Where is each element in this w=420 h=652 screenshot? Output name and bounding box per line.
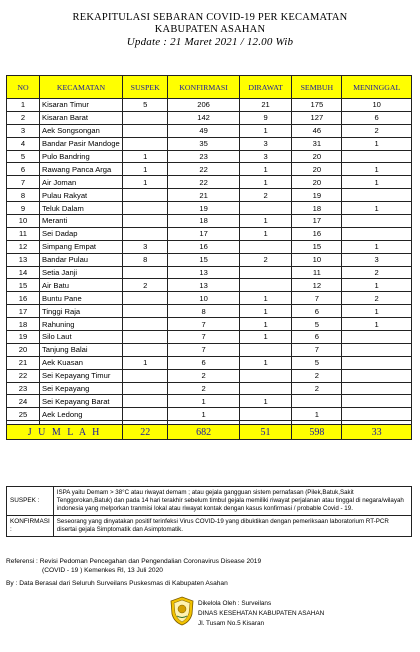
cell-konfirmasi: 6	[168, 356, 239, 369]
cell-dirawat: 1	[239, 356, 292, 369]
cell-sembuh: 31	[292, 137, 342, 150]
cell-no: 15	[7, 279, 40, 292]
title-line-1: REKAPITULASI SEBARAN COVID-19 PER KECAMATAN	[72, 12, 348, 23]
table-row	[7, 99, 412, 112]
cell-kec: Simpang Empat	[40, 240, 123, 253]
cell-sembuh	[292, 395, 342, 408]
cell-suspek	[123, 343, 168, 356]
total-dirawat: 51	[239, 425, 292, 440]
cell-no: 14	[7, 266, 40, 279]
table-row	[7, 176, 412, 189]
report-page	[0, 12, 420, 652]
cell-sembuh: 12	[292, 279, 342, 292]
cell-meninggal: 2	[342, 124, 412, 137]
cell-suspek	[123, 137, 168, 150]
cell-dirawat	[239, 279, 292, 292]
cell-kec: Bandar Pulau	[40, 253, 123, 266]
cell-konfirmasi: 13	[168, 266, 239, 279]
cell-meninggal: 6	[342, 111, 412, 124]
cell-konfirmasi: 23	[168, 150, 239, 163]
cell-no: 2	[7, 111, 40, 124]
suspek-def-text: ISPA yaitu Demam > 38°C atau riwayat demam ; atau gejala gangguan sistem pernafasan (Pilek,Batuk,Sakit Tenggorokan,Batuk) dan pada 14 hari terakhir sebelum timbul gejala memiliki riwayat perjalanan atau tinggal di negara/wilayah indonesia yang melporkan tranmisi lokal atau riwayat kontak dengan kasus konfirmasi / probable Covid - 19.	[53, 487, 411, 516]
cell-konfirmasi: 7	[168, 331, 239, 344]
col-header-kecamatan: KECAMATAN	[40, 76, 123, 99]
cell-suspek	[123, 408, 168, 421]
cell-suspek: 1	[123, 150, 168, 163]
total-konfirmasi: 682	[168, 425, 239, 440]
cell-no: 23	[7, 382, 40, 395]
col-header-meninggal: MENINGGAL	[342, 76, 412, 99]
cell-konfirmasi: 206	[168, 99, 239, 112]
cell-suspek: 1	[123, 176, 168, 189]
cell-suspek	[123, 227, 168, 240]
cell-no: 12	[7, 240, 40, 253]
data-source-note: By : Data Berasal dari Seluruh Surveilans Puskesmas di Kabupaten Asahan	[6, 580, 228, 587]
table-row	[7, 111, 412, 124]
cell-no: 16	[7, 292, 40, 305]
definition-row	[7, 487, 412, 516]
table-header-row	[7, 76, 412, 99]
cell-kec: Rawang Panca Arga	[40, 163, 123, 176]
cell-konfirmasi: 15	[168, 253, 239, 266]
cell-no: 13	[7, 253, 40, 266]
cell-sembuh: 2	[292, 369, 342, 382]
cell-meninggal: 2	[342, 292, 412, 305]
cell-kec: Buntu Pane	[40, 292, 123, 305]
cell-suspek: 1	[123, 163, 168, 176]
cell-dirawat: 1	[239, 305, 292, 318]
cell-konfirmasi: 2	[168, 382, 239, 395]
total-sembuh: 598	[292, 425, 342, 440]
cell-meninggal	[342, 382, 412, 395]
cell-sembuh: 1	[292, 408, 342, 421]
cell-kec: Bandar Pasir Mandoge	[40, 137, 123, 150]
table-row	[7, 227, 412, 240]
recap-table	[6, 75, 412, 440]
cell-no: 10	[7, 215, 40, 228]
table-row	[7, 137, 412, 150]
cell-meninggal	[342, 356, 412, 369]
cell-dirawat: 21	[239, 99, 292, 112]
cell-suspek: 5	[123, 99, 168, 112]
cell-meninggal	[342, 343, 412, 356]
cell-kec: Kisaran Timur	[40, 99, 123, 112]
cell-sembuh: 19	[292, 189, 342, 202]
cell-meninggal: 1	[342, 202, 412, 215]
definition-row	[7, 516, 412, 537]
cell-meninggal	[342, 369, 412, 382]
table-row	[7, 150, 412, 163]
reference-line-2: (COVID - 19 ) Kemenkes RI, 13 Juli 2020	[42, 567, 163, 574]
total-row	[7, 425, 412, 440]
total-label: J U M L A H	[7, 425, 123, 440]
cell-sembuh: 20	[292, 176, 342, 189]
table-row	[7, 163, 412, 176]
cell-dirawat: 1	[239, 227, 292, 240]
table-row	[7, 356, 412, 369]
cell-kec: Pulo Bandring	[40, 150, 123, 163]
cell-dirawat	[239, 369, 292, 382]
cell-dirawat: 1	[239, 331, 292, 344]
total-suspek: 22	[123, 425, 168, 440]
cell-meninggal: 1	[342, 137, 412, 150]
cell-sembuh: 16	[292, 227, 342, 240]
cell-meninggal	[342, 189, 412, 202]
col-header-dirawat: DIRAWAT	[239, 76, 292, 99]
cell-kec: Sei Kepayang Barat	[40, 395, 123, 408]
cell-suspek: 2	[123, 279, 168, 292]
table-row	[7, 292, 412, 305]
cell-no: 17	[7, 305, 40, 318]
cell-meninggal: 2	[342, 266, 412, 279]
cell-suspek	[123, 331, 168, 344]
cell-konfirmasi: 17	[168, 227, 239, 240]
cell-meninggal: 1	[342, 163, 412, 176]
cell-konfirmasi: 19	[168, 202, 239, 215]
cell-sembuh: 6	[292, 305, 342, 318]
cell-no: 24	[7, 395, 40, 408]
cell-meninggal: 1	[342, 279, 412, 292]
cell-meninggal	[342, 395, 412, 408]
cell-dirawat	[239, 266, 292, 279]
cell-dirawat: 1	[239, 318, 292, 331]
table-row	[7, 253, 412, 266]
cell-no: 21	[7, 356, 40, 369]
table-row	[7, 331, 412, 344]
cell-konfirmasi: 7	[168, 343, 239, 356]
cell-konfirmasi: 22	[168, 163, 239, 176]
cell-konfirmasi: 13	[168, 279, 239, 292]
cell-dirawat	[239, 240, 292, 253]
cell-suspek: 8	[123, 253, 168, 266]
cell-kec: Silo Laut	[40, 331, 123, 344]
table-row	[7, 279, 412, 292]
cell-suspek	[123, 266, 168, 279]
cell-sembuh: 175	[292, 99, 342, 112]
cell-dirawat	[239, 202, 292, 215]
cell-meninggal: 1	[342, 176, 412, 189]
cell-suspek	[123, 395, 168, 408]
cell-dirawat: 3	[239, 150, 292, 163]
managed-line-2: DINAS KESEHATAN KABUPATEN ASAHAN	[198, 610, 325, 617]
cell-no: 5	[7, 150, 40, 163]
cell-dirawat: 1	[239, 124, 292, 137]
cell-sembuh: 10	[292, 253, 342, 266]
cell-meninggal: 1	[342, 305, 412, 318]
cell-suspek	[123, 124, 168, 137]
cell-no: 6	[7, 163, 40, 176]
cell-meninggal: 10	[342, 99, 412, 112]
cell-kec: Aek Songsongan	[40, 124, 123, 137]
cell-sembuh: 18	[292, 202, 342, 215]
cell-konfirmasi: 8	[168, 305, 239, 318]
cell-sembuh: 11	[292, 266, 342, 279]
cell-kec: Sei Kepayang Timur	[40, 369, 123, 382]
cell-kec: Aek Kuasan	[40, 356, 123, 369]
table-row	[7, 369, 412, 382]
cell-suspek	[123, 202, 168, 215]
table-row	[7, 189, 412, 202]
cell-suspek: 3	[123, 240, 168, 253]
cell-no: 25	[7, 408, 40, 421]
cell-konfirmasi: 7	[168, 318, 239, 331]
col-header-konfirmasi: KONFIRMASI	[168, 76, 239, 99]
cell-dirawat: 1	[239, 292, 292, 305]
table-row	[7, 382, 412, 395]
cell-meninggal	[342, 408, 412, 421]
report-title	[0, 12, 420, 48]
cell-konfirmasi: 22	[168, 176, 239, 189]
cell-dirawat: 3	[239, 137, 292, 150]
cell-suspek	[123, 111, 168, 124]
cell-no: 8	[7, 189, 40, 202]
table-row	[7, 343, 412, 356]
cell-kec: Aek Ledong	[40, 408, 123, 421]
cell-no: 19	[7, 331, 40, 344]
cell-kec: Kisaran Barat	[40, 111, 123, 124]
cell-konfirmasi: 21	[168, 189, 239, 202]
cell-no: 18	[7, 318, 40, 331]
cell-suspek	[123, 318, 168, 331]
update-timestamp: Update : 21 Maret 2021 / 12.00 Wib	[126, 36, 294, 48]
cell-suspek	[123, 189, 168, 202]
cell-sembuh: 20	[292, 163, 342, 176]
cell-no: 22	[7, 369, 40, 382]
cell-dirawat	[239, 343, 292, 356]
total-meninggal: 33	[342, 425, 412, 440]
title-line-2: KABUPATEN ASAHAN	[154, 24, 266, 35]
cell-meninggal	[342, 215, 412, 228]
table-row	[7, 202, 412, 215]
cell-no: 3	[7, 124, 40, 137]
definitions-table	[6, 486, 412, 537]
cell-konfirmasi: 16	[168, 240, 239, 253]
table-row	[7, 215, 412, 228]
table-row	[7, 240, 412, 253]
managed-line-3: Jl. Tusam No.5 Kisaran	[198, 620, 265, 627]
cell-kec: Tanjung Balai	[40, 343, 123, 356]
cell-kec: Tinggi Raja	[40, 305, 123, 318]
cell-konfirmasi: 10	[168, 292, 239, 305]
cell-kec: Rahuning	[40, 318, 123, 331]
table-row	[7, 408, 412, 421]
col-header-no: NO	[7, 76, 40, 99]
cell-konfirmasi: 1	[168, 395, 239, 408]
cell-dirawat: 1	[239, 176, 292, 189]
asahan-emblem-icon	[170, 596, 194, 626]
suspek-def-label: SUSPEK :	[7, 487, 54, 516]
cell-suspek	[123, 215, 168, 228]
cell-sembuh: 7	[292, 292, 342, 305]
cell-kec: Teluk Dalam	[40, 202, 123, 215]
cell-sembuh: 20	[292, 150, 342, 163]
reference-note	[6, 557, 261, 575]
cell-kec: Setia Janji	[40, 266, 123, 279]
cell-no: 9	[7, 202, 40, 215]
cell-kec: Sei Dadap	[40, 227, 123, 240]
cell-meninggal	[342, 150, 412, 163]
table-row	[7, 124, 412, 137]
cell-no: 20	[7, 343, 40, 356]
cell-sembuh: 46	[292, 124, 342, 137]
konfirmasi-def-text: Seseorang yang dinyatakan positif terinfeksi Virus COVID-19 yang dibuktikan dengan pemeriksaan laboratorium RT-PCR disertai gejala Simptomatik dan Asimptomatik.	[53, 516, 411, 537]
cell-meninggal: 1	[342, 240, 412, 253]
cell-no: 11	[7, 227, 40, 240]
cell-konfirmasi: 1	[168, 408, 239, 421]
cell-sembuh: 15	[292, 240, 342, 253]
cell-dirawat	[239, 382, 292, 395]
cell-sembuh: 5	[292, 356, 342, 369]
col-header-suspek: SUSPEK	[123, 76, 168, 99]
cell-sembuh: 5	[292, 318, 342, 331]
cell-sembuh: 17	[292, 215, 342, 228]
cell-konfirmasi: 142	[168, 111, 239, 124]
cell-konfirmasi: 35	[168, 137, 239, 150]
cell-sembuh: 7	[292, 343, 342, 356]
reference-line-1: Referensi : Revisi Pedoman Pencegahan dan Pengendalian Coronavirus Disease 2019	[6, 558, 262, 565]
cell-sembuh: 127	[292, 111, 342, 124]
cell-no: 7	[7, 176, 40, 189]
cell-suspek	[123, 382, 168, 395]
col-header-sembuh: SEMBUH	[292, 76, 342, 99]
cell-dirawat: 2	[239, 189, 292, 202]
cell-no: 1	[7, 99, 40, 112]
cell-dirawat	[239, 408, 292, 421]
cell-kec: Air Joman	[40, 176, 123, 189]
cell-dirawat: 1	[239, 163, 292, 176]
cell-dirawat: 1	[239, 215, 292, 228]
cell-konfirmasi: 49	[168, 124, 239, 137]
cell-suspek	[123, 305, 168, 318]
cell-meninggal	[342, 331, 412, 344]
cell-kec: Pulau Rakyat	[40, 189, 123, 202]
cell-dirawat: 9	[239, 111, 292, 124]
cell-no: 4	[7, 137, 40, 150]
cell-suspek	[123, 292, 168, 305]
table-body	[7, 99, 412, 425]
konfirmasi-def-label: KONFIRMASI :	[7, 516, 54, 537]
cell-suspek	[123, 369, 168, 382]
cell-kec: Meranti	[40, 215, 123, 228]
table-row	[7, 266, 412, 279]
cell-konfirmasi: 18	[168, 215, 239, 228]
cell-konfirmasi: 2	[168, 369, 239, 382]
cell-sembuh: 6	[292, 331, 342, 344]
managed-by-block	[198, 599, 324, 629]
cell-kec: Air Batu	[40, 279, 123, 292]
cell-sembuh: 2	[292, 382, 342, 395]
cell-dirawat: 2	[239, 253, 292, 266]
cell-meninggal	[342, 227, 412, 240]
cell-kec: Sei Kepayang	[40, 382, 123, 395]
table-row	[7, 395, 412, 408]
cell-suspek: 1	[123, 356, 168, 369]
managed-line-1: Dikelola Oleh : Surveilans	[198, 600, 272, 607]
cell-meninggal: 1	[342, 318, 412, 331]
cell-dirawat: 1	[239, 395, 292, 408]
cell-meninggal: 3	[342, 253, 412, 266]
table-row	[7, 305, 412, 318]
table-row	[7, 318, 412, 331]
